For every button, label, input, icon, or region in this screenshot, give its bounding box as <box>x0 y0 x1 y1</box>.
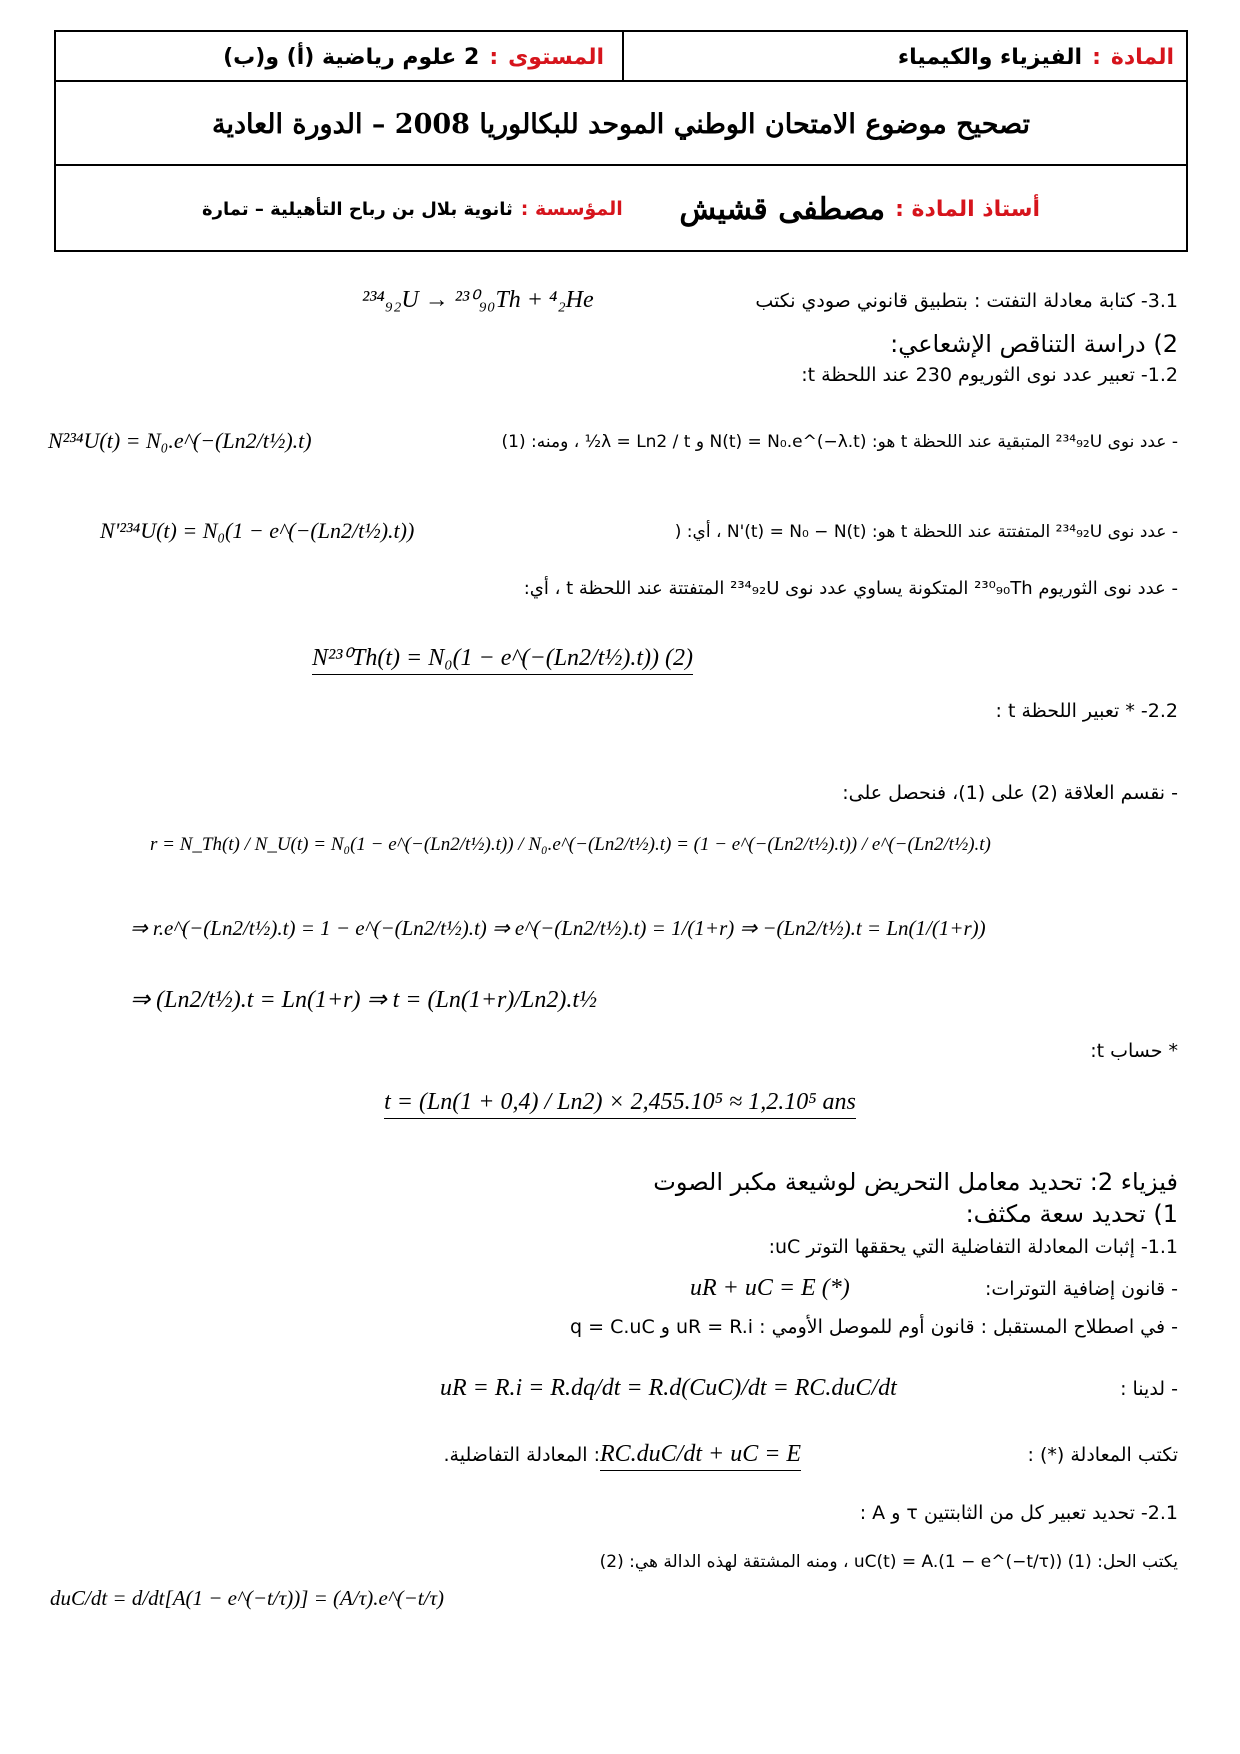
teacher-name: مصطفى قشيش <box>679 191 886 227</box>
section-radioactive-decay: 2) دراسة التناقص الإشعاعي: <box>890 330 1178 358</box>
school-cell <box>202 166 623 252</box>
decay-equation-text: 3.1- كتابة معادلة التفتت : بتطبيق قانوني صودي نكتب <box>755 290 1178 312</box>
equation-solution-derivative: duC/dt = d/dt[A(1 − e^(−t/τ))] = (A/τ).e^(−t/τ) <box>50 1586 444 1610</box>
subject-value: الفيزياء والكيمياء <box>897 44 1083 70</box>
line-we-have: - لدينا : <box>1120 1378 1178 1400</box>
equation-differential-wrapper <box>600 1440 801 1469</box>
header-row-teacher <box>56 166 1186 252</box>
level-value: 2 علوم رياضية (أ) و(ب) <box>223 44 480 70</box>
equation-derivation-2-wrapper <box>130 986 597 1015</box>
section-physics-2: فيزياء 2: تحديد معامل التحريض لوشيعة مكبر الصوت <box>653 1168 1178 1196</box>
line-differential-label: : المعادلة التفاضلية. <box>443 1444 600 1466</box>
document-title: تصحيح موضوع الامتحان الوطني الموحد للبكالوريا 2008 – الدورة العادية <box>211 108 1031 140</box>
subject-label: المادة <box>1110 44 1174 70</box>
teacher-label: أستاذ المادة : <box>895 196 1040 222</box>
line-decayed-uranium: - عدد نوى ²³⁴₉₂U المتفتتة عند اللحظة t هو: N'(t) = N₀ − N(t) ، أي: ( <box>674 522 1178 542</box>
subject-cell <box>898 32 1174 82</box>
equation-ratio-r: r = N_Th(t) / N_U(t) = N₀(1 − e^(−(Ln2/t½).t)) / N₀.e^(−(Ln2/t½).t) = (1 − e^(−(Ln2/t½).t)) / e^(−(Ln2/t½).t) <box>150 834 991 855</box>
line-compute-time: * حساب t: <box>1090 1040 1178 1062</box>
line-constants: 2.1- تحديد تعبير كل من الثابتتين τ و A : <box>859 1502 1178 1524</box>
level-label: المستوى <box>508 44 604 70</box>
equation-differential: RC.duC/dt + uC = E <box>600 1441 801 1471</box>
line-differential-equation-proof: 1.1- إثبات المعادلة التفاضلية التي يحققها التوتر uC: <box>768 1236 1178 1258</box>
equation-time-value-wrapper <box>0 1088 1240 1117</box>
subject-separator: : <box>1092 44 1101 70</box>
section-capacitor: 1) تحديد سعة مكثف: <box>965 1200 1178 1228</box>
header-row-title <box>56 82 1186 166</box>
line-remaining-uranium: - عدد نوى ²³⁴₉₂U المتبقية عند اللحظة t هو: N(t) = N₀.e^(−λ.t) و λ = Ln2 / t½ ، ومنه: (1) <box>501 432 1178 452</box>
line-ohm-law: - في اصطلاح المستقبل : قانون أوم للموصل الأومي : uR = R.i و q = C.uC <box>570 1316 1178 1338</box>
equation-derivation-1: ⇒ r.e^(−(Ln2/t½).t) = 1 − e^(−(Ln2/t½).t) ⇒ e^(−(Ln2/t½).t) = 1/(1+r) ⇒ −(Ln2/t½).t = Ln(1/(1+r)) <box>130 916 986 940</box>
equation-thorium-formed: N²³⁰Th(t) = N₀(1 − e^(−(Ln2/t½).t)) (2) <box>312 645 693 675</box>
header-divider <box>622 32 624 82</box>
equation-derivation-2: ⇒ (Ln2/t½).t = Ln(1+r) ⇒ t = (Ln(1+r)/Ln2).t½ <box>130 987 598 1013</box>
line-solution: يكتب الحل: (1) uC(t) = A.(1 − e^(−t/τ)) ، ومنه المشتقة لهذه الدالة هي: (2) <box>599 1552 1178 1572</box>
decay-equation: ²³⁴₉₂U → ²³⁰₉₀Th + ⁴₂He <box>362 287 594 313</box>
school-label: المؤسسة : <box>520 198 623 220</box>
header-table <box>54 30 1188 252</box>
equation-thorium-wrapper <box>312 644 693 673</box>
level-separator: : <box>489 44 499 70</box>
line-voltage-addition: - قانون إضافية التوترات: <box>984 1278 1178 1300</box>
teacher-cell <box>679 166 1040 252</box>
line-equation-becomes: تكتب المعادلة (*) : <box>1027 1444 1178 1466</box>
equation-voltage-addition: uR + uC = E (*) <box>690 1275 850 1301</box>
line-thorium-formed: - عدد نوى الثوريوم ²³⁰₉₀Th المتكونة يساوي عدد نوى ²³⁴₉₂U المتفتتة عند اللحظة t ، أي: <box>523 578 1178 599</box>
equation-ur: uR = R.i = R.dq/dt = R.d(CuC)/dt = RC.duC/dt <box>440 1375 897 1401</box>
school-value: ثانوية بلال بن رباح التأهيلية – تمارة <box>202 198 513 220</box>
line-decay-equation <box>755 290 1178 313</box>
level-cell <box>223 32 604 82</box>
equation-time-value: t = (Ln(1 + 0,4) / Ln2) × 2,455.10⁵ ≈ 1,2.10⁵ ans <box>384 1089 856 1119</box>
header-row-subject-level <box>56 32 1186 82</box>
line-divide-relations: - نقسم العلاقة (2) على (1)، فنحصل على: <box>842 782 1178 804</box>
line-thorium-expression: 1.2- تعبير عدد نوى الثوريوم 230 عند اللحظة t: <box>801 364 1178 386</box>
equation-remaining-uranium: N²³⁴U(t) = N₀.e^(−(Ln2/t½).t) <box>48 428 312 453</box>
equation-decayed-uranium: N'²³⁴U(t) = N₀(1 − e^(−(Ln2/t½).t)) <box>100 518 415 543</box>
line-time-expression: 2.2- * تعبير اللحظة t : <box>995 700 1178 722</box>
